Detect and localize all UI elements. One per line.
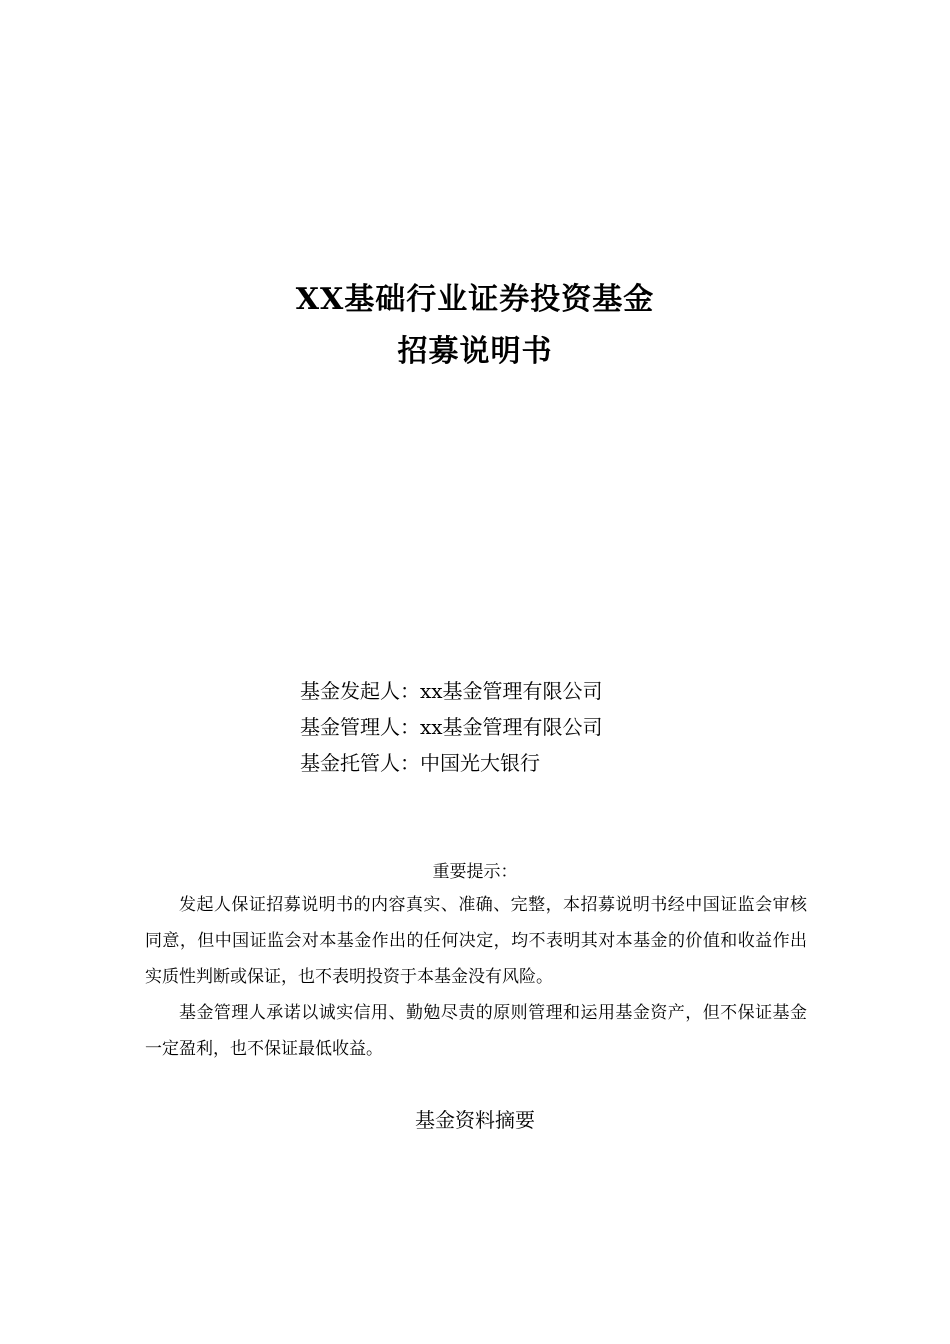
party-label: 基金发起人： xyxy=(300,679,420,703)
summary-heading: 基金资料摘要 xyxy=(415,1108,535,1132)
fund-parties xyxy=(300,673,800,781)
document-title: XX基础行业证券投资基金 xyxy=(295,282,655,317)
document-subtitle: 招募说明书 xyxy=(397,334,553,369)
party-label: 基金管理人： xyxy=(300,715,420,739)
party-value: xx基金管理有限公司 xyxy=(420,679,603,703)
notice-paragraph: 基金管理人承诺以诚实信用、勤勉尽责的原则管理和运用基金资产，但不保证基金一定盈利，也不保证最低收益。 xyxy=(145,1003,807,1059)
party-sponsor xyxy=(300,673,800,709)
notice-body xyxy=(145,887,807,1067)
party-label: 基金托管人： xyxy=(300,751,420,775)
party-manager xyxy=(300,709,800,745)
notice-paragraph: 发起人保证招募说明书的内容真实、准确、完整，本招募说明书经中国证监会审核同意，但中国证监会对本基金作出的任何决定，均不表明其对本基金的价值和收益作出实质性判断或保证，也不表明投资于本基金没有风险。 xyxy=(145,895,807,987)
party-value: 中国光大银行 xyxy=(420,751,540,775)
party-value: xx基金管理有限公司 xyxy=(420,715,603,739)
notice-heading: 重要提示： xyxy=(432,862,518,882)
party-custodian xyxy=(300,745,800,781)
